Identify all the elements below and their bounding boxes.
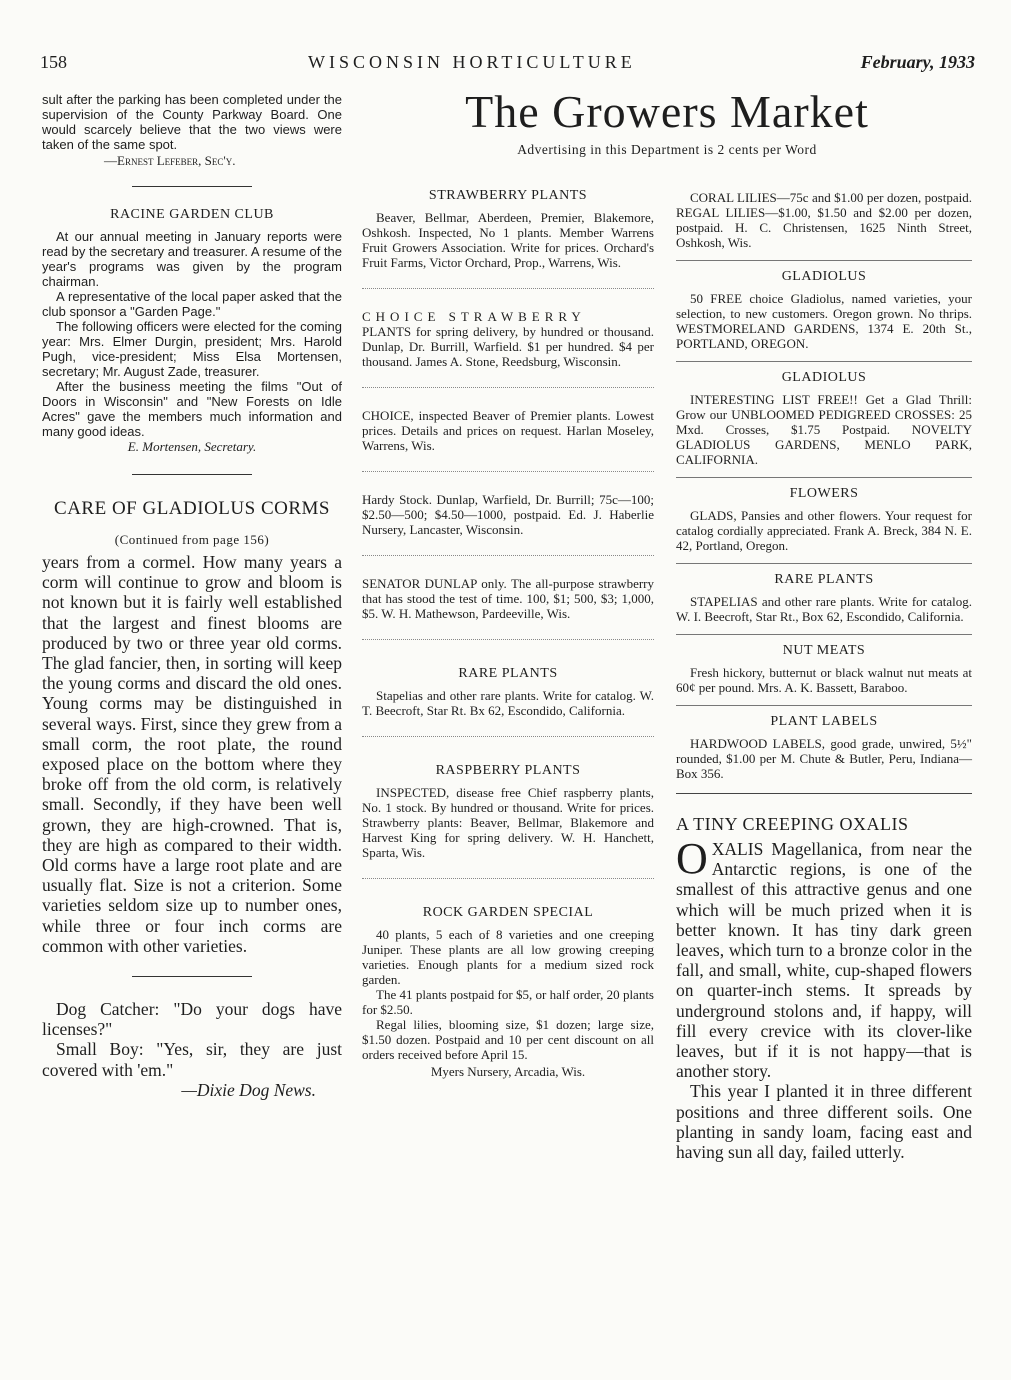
ad-gladiolus-1-title: GLADIOLUS bbox=[781, 269, 867, 284]
ad-rare-plants-2-title: RARE PLANTS bbox=[774, 572, 874, 587]
ad-plant-labels-title: PLANT LABELS bbox=[770, 714, 878, 729]
ad-nut-meats-text: Fresh hickory, butternut or black walnut nut meats at 60¢ per pound. Mrs. A. K. Bassett, Baraboo. bbox=[676, 665, 972, 695]
growers-market-title: The Growers Market bbox=[465, 86, 869, 137]
ad-flowers-text: GLADS, Pansies and other flowers. Your request for catalog cordially appreciated. Frank A. Breck, 384 N. E. 42, Portland, Oregon. bbox=[676, 508, 972, 553]
racine-paragraph-2: A representative of the local paper asked that the club sponsor a "Garden Page." bbox=[42, 289, 342, 319]
continued-note: (Continued from page 156) bbox=[114, 532, 270, 547]
ad-rare-plants-title: RARE PLANTS bbox=[458, 666, 558, 681]
joke-line-2: Small Boy: "Yes, sir, they are just covered with 'em." bbox=[42, 1039, 342, 1080]
ad-divider bbox=[676, 793, 972, 794]
issue-date: February, 1933 bbox=[860, 52, 975, 72]
ad-divider bbox=[362, 555, 654, 556]
ad-rock-garden-signature: Myers Nursery, Arcadia, Wis. bbox=[430, 1064, 586, 1079]
ad-raspberry-text: INSPECTED, disease free Chief raspberry plants, No. 1 stock. By hundred or thousand. Write for prices. Strawberry plants: Beaver, Bellmar, Blakemore and Harvest King for spring delivery. W. H. Hanchett, Sparta, Wis. bbox=[362, 785, 654, 860]
ad-rare-plants-2-text: STAPELIAS and other rare plants. Write for catalog. W. I. Beecroft, Star Rt., Box 62, Escondido, California. bbox=[676, 594, 972, 624]
ad-raspberry-title: RASPBERRY PLANTS bbox=[435, 763, 581, 778]
ad-divider bbox=[362, 471, 654, 472]
ad-choice-strawberry-lead: CHOICE STRAWBERRY bbox=[362, 309, 586, 324]
ad-divider bbox=[676, 260, 972, 261]
intro-signature: —Ernest Lefeber, Sec'y. bbox=[104, 153, 236, 168]
ad-coral-lilies-text: CORAL LILIES—75c and $1.00 per dozen, postpaid. REGAL LILIES—$1.00, $1.50 and $2.00 per dozen, postpaid. H. C. Christensen, 1625 Ninth Street, Oshkosh, Wis. bbox=[676, 190, 972, 250]
ad-divider bbox=[362, 639, 654, 640]
ad-divider bbox=[362, 288, 654, 289]
growers-market-subtitle: Advertising in this Department is 2 cents per Word bbox=[517, 142, 817, 157]
ad-divider bbox=[676, 361, 972, 362]
oxalis-paragraph-1-text: XALIS Magellanica, from near the Antarctic regions, is one of the smallest of this attractive genus and one which will be much prized when it is better known. It has tiny dark green leaves, which turn to a bronze color in the fall, and small, white, cup-shaped flowers on quarter-inch stems. It spreads by underground stolons and, if happy, will fill every crevice with its clover-like leaves, but if it is not happy—that is another story. bbox=[676, 839, 972, 1082]
racine-paragraph-1: At our annual meeting in January reports were read by the secretary and treasurer. A resume of the year's programs was given by the program chairman. bbox=[42, 229, 342, 289]
oxalis-title: A TINY CREEPING OXALIS bbox=[676, 814, 909, 834]
ad-gladiolus-2-title: GLADIOLUS bbox=[781, 370, 867, 385]
racine-paragraph-3: The following officers were elected for the coming year: Mrs. Elmer Durgin, president; Mrs. Harold Pugh, vice-president; Miss Elsa Mortensen, secretary; Mr. August Zade, treasurer. bbox=[42, 319, 342, 379]
section-divider bbox=[132, 976, 252, 977]
drop-cap: O bbox=[676, 834, 708, 883]
growers-market-masthead bbox=[362, 86, 972, 158]
intro-paragraph: sult after the parking has been completed under the supervision of the County Parkway Board. One would scarcely believe that the two views were taken of the same spot. bbox=[42, 92, 342, 152]
racine-title: RACINE GARDEN CLUB bbox=[110, 207, 274, 222]
ad-divider bbox=[362, 878, 654, 879]
ad-divider bbox=[362, 736, 654, 737]
ad-rock-garden-p2: The 41 plants postpaid for $5, or half order, 20 plants for $2.50. bbox=[362, 987, 654, 1017]
ad-flowers-title: FLOWERS bbox=[789, 486, 859, 501]
care-title: CARE OF GLADIOLUS CORMS bbox=[54, 498, 330, 519]
oxalis-paragraph-2: This year I planted it in three different positions and three different soils. One planting in sandy loam, facing east and having sun all day, failed utterly. bbox=[676, 1081, 972, 1163]
ad-divider bbox=[676, 705, 972, 706]
care-body: years from a cormel. How many years a corm will continue to grow and bloom is not known but it is fairly well established that the largest and finest blooms are produced by two or three year old corms. The glad fancier, then, in sorting will keep the young corms and discard the old ones. Young corms may be distinguished in several ways. First, since they grew from a small corm, the root plate, the round exposed place on the bottom where they broke off from the old corm, is relatively small. Secondly, if they have been well grown, they are high-crowned. That is, they are high as compared to their width. Old corms have a large root plate and are usually flat. Size is not a criterion. Some varieties seldom size up to number ones, while three or four inch corms are common with other varieties. bbox=[42, 552, 342, 956]
ad-nut-meats-title: NUT MEATS bbox=[782, 643, 866, 658]
ad-beaver-text: CHOICE, inspected Beaver of Premier plants. Lowest prices. Details and prices on request. Harlan Moseley, Warrens, Wis. bbox=[362, 408, 654, 453]
section-divider bbox=[132, 474, 252, 475]
ad-divider bbox=[676, 477, 972, 478]
column-right bbox=[676, 190, 972, 1162]
ad-divider bbox=[676, 563, 972, 564]
racine-signature: E. Mortensen, Secretary. bbox=[127, 439, 257, 454]
ad-divider bbox=[676, 634, 972, 635]
ad-strawberry-text: Beaver, Bellmar, Aberdeen, Premier, Blakemore, Oshkosh. Inspected, No 1 plants. Member Warrens Fruit Growers Association. Write for prices. Orchard's Fruit Farms, Victor Orchard, Prop., Warrens, Wis. bbox=[362, 210, 654, 270]
joke-line-1: Dog Catcher: "Do your dogs have licenses?" bbox=[42, 999, 342, 1040]
section-divider bbox=[132, 186, 252, 187]
ad-gladiolus-2-text: INTERESTING LIST FREE!! Get a Glad Thrill: Grow our UNBLOOMED PEDIGREED CROSSES: 25 Mxd. Crosses, $1.75 Postpaid. NOVELTY GLADIOLUS GARDENS, MENLO PARK, CALIFORNIA. bbox=[676, 392, 972, 467]
joke-signature: —Dixie Dog News. bbox=[181, 1079, 316, 1100]
page-number: 158 bbox=[40, 52, 67, 72]
ad-senator-dunlap-text: SENATOR DUNLAP only. The all-purpose strawberry that has stood the test of time. 100, $1; 500, $3; 1,000, $5. W. H. Mathewson, Pardeeville, Wis. bbox=[362, 576, 654, 621]
ad-rock-garden-p3: Regal lilies, blooming size, $1 dozen; large size, $1.50 dozen. Postpaid and 10 per cent discount on all orders received before April 15. bbox=[362, 1017, 654, 1062]
ad-hardy-stock-text: Hardy Stock. Dunlap, Warfield, Dr. Burrill; 75c—100; $2.50—500; $4.50—1000, postpaid. Ed. J. Haberlie Nursery, Lancaster, Wisconsin. bbox=[362, 492, 654, 537]
ad-choice-strawberry-text: PLANTS for spring delivery, by hundred or thousand. Dunlap, Dr. Burrill, Warfield. $1 per hundred. $4 per thousand. James A. Stone, Reedsburg, Wisconsin. bbox=[362, 324, 654, 369]
ad-plant-labels-text: HARDWOOD LABELS, good grade, unwired, 5½" rounded, $1.00 per M. Chute & Butler, Peru, Indiana—Box 356. bbox=[676, 736, 972, 781]
ad-strawberry-title: STRAWBERRY PLANTS bbox=[428, 188, 588, 203]
page-header bbox=[40, 52, 975, 76]
ad-rock-garden-title: ROCK GARDEN SPECIAL bbox=[422, 905, 594, 920]
ad-divider bbox=[362, 387, 654, 388]
oxalis-paragraph-1 bbox=[676, 834, 972, 1082]
ad-rock-garden-p1: 40 plants, 5 each of 8 varieties and one creeping Juniper. These plants are all low growing creeping varieties. Enough plants for a medium sized rock garden. bbox=[362, 927, 654, 987]
column-middle bbox=[362, 188, 654, 1079]
column-left bbox=[42, 92, 342, 1100]
ad-gladiolus-1-text: 50 FREE choice Gladiolus, named varieties, your selection, to new customers. Oregon grown. No thrips. WESTMORELAND GARDENS, 1374 E. 20th St., PORTLAND, OREGON. bbox=[676, 291, 972, 351]
ad-rare-plants-text: Stapelias and other rare plants. Write for catalog. W. T. Beecroft, Star Rt. Bx 62, Escondido, California. bbox=[362, 688, 654, 718]
journal-title: WISCONSIN HORTICULTURE bbox=[308, 52, 636, 72]
racine-paragraph-4: After the business meeting the films "Out of Doors in Wisconsin" and "New Forests on Idle Acres" gave the members much information and many good ideas. bbox=[42, 379, 342, 439]
